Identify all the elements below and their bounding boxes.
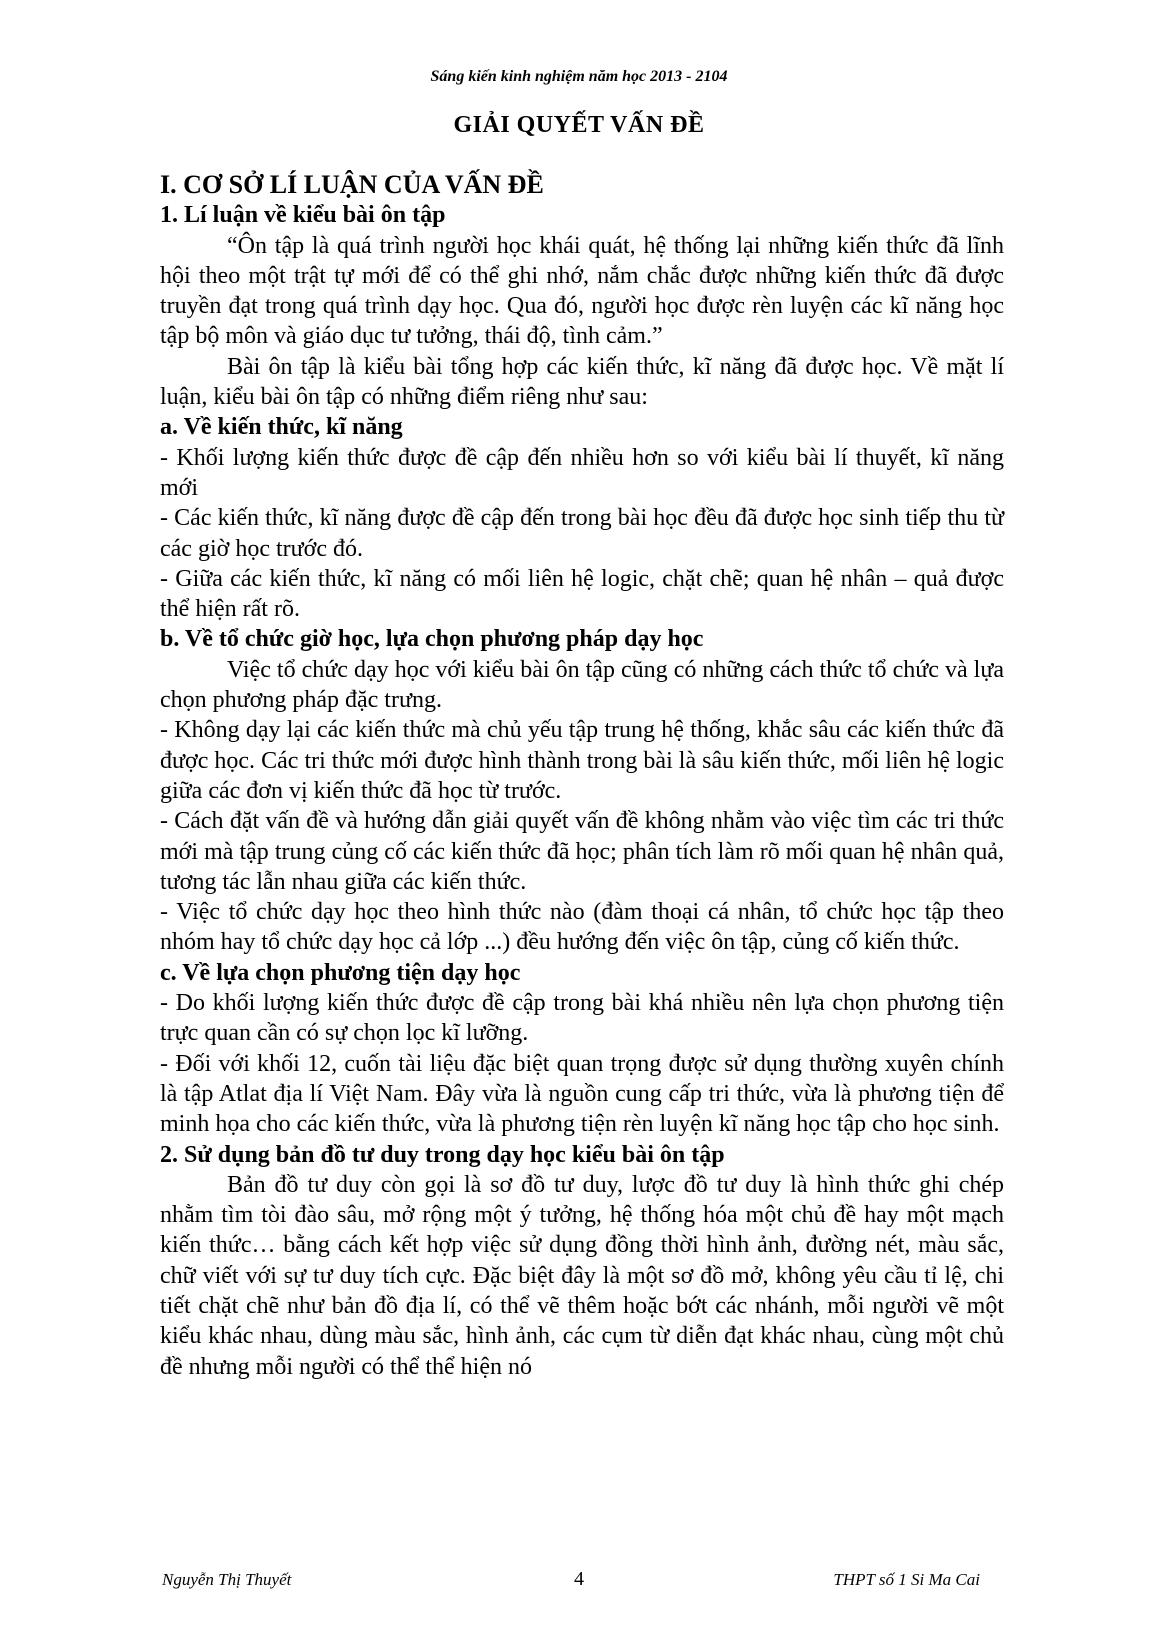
- page-number: 4: [574, 1568, 584, 1590]
- footer-school: THPT số 1 Si Ma Cai: [833, 1570, 980, 1589]
- page-title: GIẢI QUYẾT VẤN ĐỀ: [453, 112, 705, 138]
- list-item: - Các kiến thức, kĩ năng được đề cập đến trong bài học đều đã được học sinh tiếp thu từ các giờ học trước đó.: [160, 505, 1004, 562]
- list-item: - Cách đặt vấn đề và hướng dẫn giải quyết vấn đề không nhằm vào việc tìm các tri thức mới mà tập trung củng cố các kiến thức đã học; phân tích làm rõ mối quan hệ nhân quả, tương tác lẫn nhau giữa các kiến thức.: [160, 808, 1004, 895]
- section-heading-1: I. CƠ SỞ LÍ LUẬN CỦA VẤN ĐỀ: [160, 170, 544, 199]
- list-item: - Việc tổ chức dạy học theo hình thức nào (đàm thoại cá nhân, tổ chức học tập theo nhóm hay tổ chức dạy học cả lớp ...) đều hướng đến việc ôn tập, củng cố kiến thức.: [160, 899, 1004, 956]
- paragraph: Bản đồ tư duy còn gọi là sơ đồ tư duy, lược đồ tư duy là hình thức ghi chép nhằm tìm tòi đào sâu, mở rộng một ý tưởng, hệ thống hóa một chủ đề hay một mạch kiến thức… bằng cách kết hợp việc sử dụng đồng thời hình ảnh, đường nét, màu sắc, chữ viết với sự tư duy tích cực. Đặc biệt đây là một sơ đồ mở, không yêu cầu tỉ lệ, chi tiết chặt chẽ như bản đồ địa lí, có thể vẽ thêm hoặc bớt các nhánh, mỗi người vẽ một kiểu khác nhau, dùng màu sắc, hình ảnh, các cụm từ diễn đạt khác nhau, cùng một chủ đề nhưng mỗi người có thể thể hiện nó: [160, 1171, 1004, 1380]
- list-item: - Giữa các kiến thức, kĩ năng có mối liên hệ logic, chặt chẽ; quan hệ nhân – quả được thể hiện rất rõ.: [160, 565, 1004, 623]
- running-header: Sáng kiến kinh nghiệm năm học 2013 - 2104: [430, 68, 728, 85]
- subheading-2: 2. Sử dụng bản đồ tư duy trong dạy học kiểu bài ôn tập: [160, 1141, 725, 1168]
- list-item: - Không dạy lại các kiến thức mà chủ yếu tập trung hệ thống, khắc sâu các kiến thức đã được học. Các tri thức mới được hình thành trong bài là sâu kiến thức, mối liên hệ logic giữa các đơn vị kiến thức đã học từ trước.: [160, 717, 1004, 804]
- subheading-c: c. Về lựa chọn phương tiện dạy học: [160, 959, 521, 986]
- paragraph: Bài ôn tập là kiểu bài tổng hợp các kiến thức, kĩ năng đã được học. Về mặt lí luận, kiểu bài ôn tập có những điểm riêng như sau:: [160, 353, 1004, 411]
- list-item: - Do khối lượng kiến thức được đề cập trong bài khá nhiều nên lựa chọn phương tiện trực quan cần có sự chọn lọc kĩ lưỡng.: [160, 990, 1004, 1047]
- list-item: - Khối lượng kiến thức được đề cập đến nhiều hơn so với kiểu bài lí thuyết, kĩ năng mới: [160, 444, 1004, 501]
- subheading-b: b. Về tổ chức giờ học, lựa chọn phương pháp dạy học: [160, 626, 704, 653]
- footer-author: Nguyễn Thị Thuyết: [162, 1570, 292, 1589]
- paragraph: Việc tổ chức dạy học với kiểu bài ôn tập cũng có những cách thức tổ chức và lựa chọn phương pháp đặc trưng.: [160, 656, 1004, 714]
- subheading-a: a. Về kiến thức, kĩ năng: [160, 414, 403, 441]
- list-item: - Đối với khối 12, cuốn tài liệu đặc biệt quan trọng được sử dụng thường xuyên chính là tập Atlat địa lí Việt Nam. Đây vừa là nguồn cung cấp tri thức, vừa là phương tiện để minh họa cho các kiến thức, vừa là phương tiện rèn luyện kĩ năng học tập cho học sinh.: [160, 1050, 1004, 1138]
- paragraph-quote: “Ôn tập là quá trình người học khái quát, hệ thống lại những kiến thức đã lĩnh hội theo một trật tự mới để có thể ghi nhớ, nắm chắc được những kiến thức đã được truyền đạt trong quá trình dạy học. Qua đó, người học được rèn luyện các kĩ năng học tập bộ môn và giáo dục tư tưởng, thái độ, tình cảm.”: [160, 232, 1004, 350]
- document-body: [160, 170, 1004, 1382]
- subheading-1: 1. Lí luận về kiểu bài ôn tập: [160, 202, 446, 229]
